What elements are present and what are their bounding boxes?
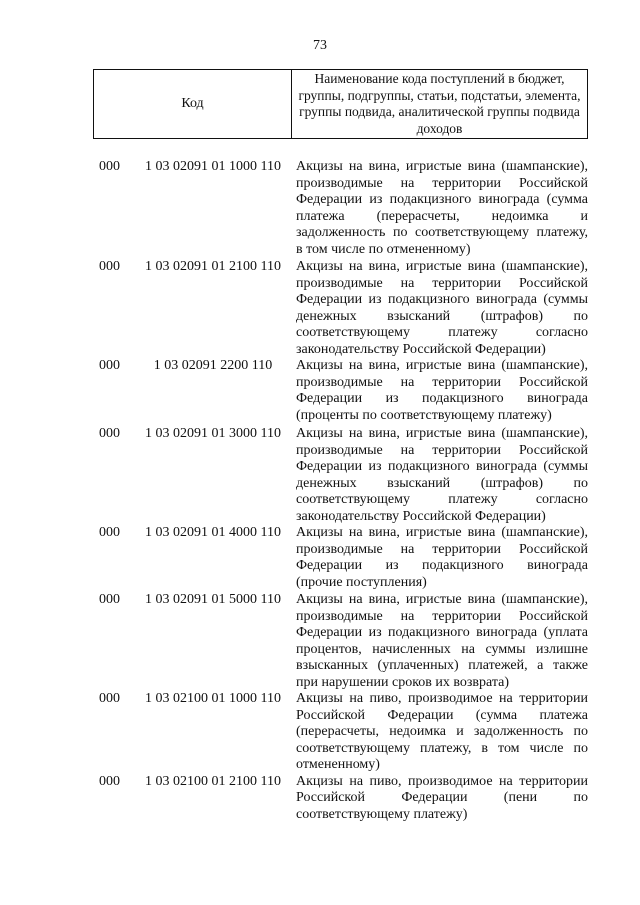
description-line: соответствующему платежу, в том числе по xyxy=(296,740,588,756)
table-row xyxy=(0,774,640,824)
table-row xyxy=(0,525,640,591)
description-line: Акцизы на вина, игристые вина (шампанские), xyxy=(296,358,588,373)
description-line: при нарушении сроков их возврата) xyxy=(296,674,510,690)
description-line: взысканных (уплаченных) платежей, а также xyxy=(296,658,588,673)
admin-code: 000 xyxy=(99,358,120,373)
description-line: Федерации из подакцизного винограда (сумма xyxy=(296,192,588,207)
table-row xyxy=(0,259,640,358)
description-line: Федерации из подакцизного винограда xyxy=(296,558,588,573)
revenue-code: 1 03 02091 01 1000 110 xyxy=(145,159,281,174)
description-line: Акцизы на пиво, производимое на территории xyxy=(296,773,588,789)
description-line: денежных взысканий (штрафов) по xyxy=(296,475,588,491)
description-line: производимые на территории Российской xyxy=(296,541,588,557)
admin-code: 000 xyxy=(99,773,120,789)
admin-code: 000 xyxy=(99,159,120,174)
header-name-cell: Наименование кода поступлений в бюджет, группы, подгруппы, статьи, подстатьи, элемента, группы подвида, аналитической группы подвида доходов xyxy=(298,71,581,136)
revenue-description xyxy=(296,159,588,258)
revenue-description xyxy=(296,691,588,774)
admin-code: 000 xyxy=(99,426,120,441)
admin-code: 000 xyxy=(99,691,120,706)
revenue-code: 1 03 02091 2200 110 xyxy=(153,358,273,373)
revenue-code: 1 03 02091 01 3000 110 xyxy=(145,426,281,441)
revenue-description xyxy=(296,259,588,358)
description-line: Акцизы на вина, игристые вина (шампанские), xyxy=(296,159,588,174)
description-line: производимые на территории Российской xyxy=(296,175,588,191)
description-line: (проценты по соответствующему платежу) xyxy=(296,407,552,423)
description-line: (прочие поступления) xyxy=(296,574,427,590)
admin-code: 000 xyxy=(99,525,120,540)
revenue-description xyxy=(296,592,588,691)
description-line: соответствующему платежу согласно xyxy=(296,492,588,507)
description-line: соответствующему платежу) xyxy=(296,806,468,822)
description-line: Российской Федерации (сумма платежа xyxy=(296,707,588,723)
table-row xyxy=(0,592,640,691)
description-line: соответствующему платежу согласно xyxy=(296,325,588,340)
description-line: отмененному) xyxy=(296,757,380,772)
table-header xyxy=(93,69,588,139)
description-line: производимые на территории Российской xyxy=(296,608,588,624)
description-line: процентов, начисленных на суммы излишне xyxy=(296,641,588,657)
description-line: Федерации из подакцизного винограда xyxy=(296,391,588,406)
description-line: денежных взысканий (штрафов) по xyxy=(296,308,588,324)
table-row xyxy=(0,426,640,525)
revenue-code: 1 03 02091 01 5000 110 xyxy=(145,592,281,607)
revenue-code: 1 03 02100 01 1000 110 xyxy=(145,691,281,706)
description-line: задолженность по соответствующему платежу, xyxy=(296,225,588,240)
table-row xyxy=(0,358,640,424)
revenue-code: 1 03 02100 01 2100 110 xyxy=(145,773,281,789)
description-line: Акцизы на вина, игристые вина (шампанские), xyxy=(296,426,588,441)
description-line: производимые на территории Российской xyxy=(296,374,588,390)
description-line: Акцизы на вина, игристые вина (шампанские), xyxy=(296,259,588,274)
description-line: в том числе по отмененному) xyxy=(296,241,471,257)
revenue-description xyxy=(296,358,588,424)
admin-code: 000 xyxy=(99,259,120,274)
description-line: Федерации из подакцизного винограда (суммы xyxy=(296,459,588,474)
description-line: (перерасчеты, недоимка и задолженность по xyxy=(296,724,588,739)
table-row xyxy=(0,159,640,258)
header-code-cell: Код xyxy=(94,70,292,138)
description-line: Акцизы на вина, игристые вина (шампанские), xyxy=(296,525,588,540)
description-line: платежа (перерасчеты, недоимка и xyxy=(296,208,588,224)
revenue-description xyxy=(296,426,588,525)
description-line: производимые на территории Российской xyxy=(296,442,588,458)
description-line: Акцизы на вина, игристые вина (шампанские), xyxy=(296,592,588,607)
description-line: Акцизы на пиво, производимое на территории xyxy=(296,691,588,706)
description-line: производимые на территории Российской xyxy=(296,275,588,291)
page-number: 73 xyxy=(313,38,327,53)
description-line: Федерации из подакцизного винограда (суммы xyxy=(296,292,588,307)
revenue-description xyxy=(296,525,588,591)
admin-code: 000 xyxy=(99,592,120,607)
description-line: Федерации из подакцизного винограда (уплата xyxy=(296,625,588,640)
description-line: Российской Федерации (пени по xyxy=(296,790,588,805)
revenue-description xyxy=(296,774,588,824)
description-line: законодательству Российской Федерации) xyxy=(296,341,546,357)
table-body xyxy=(0,159,640,823)
table-row xyxy=(0,691,640,774)
revenue-code: 1 03 02091 01 4000 110 xyxy=(145,525,281,540)
revenue-code: 1 03 02091 01 2100 110 xyxy=(145,259,281,274)
description-line: законодательству Российской Федерации) xyxy=(296,508,546,524)
